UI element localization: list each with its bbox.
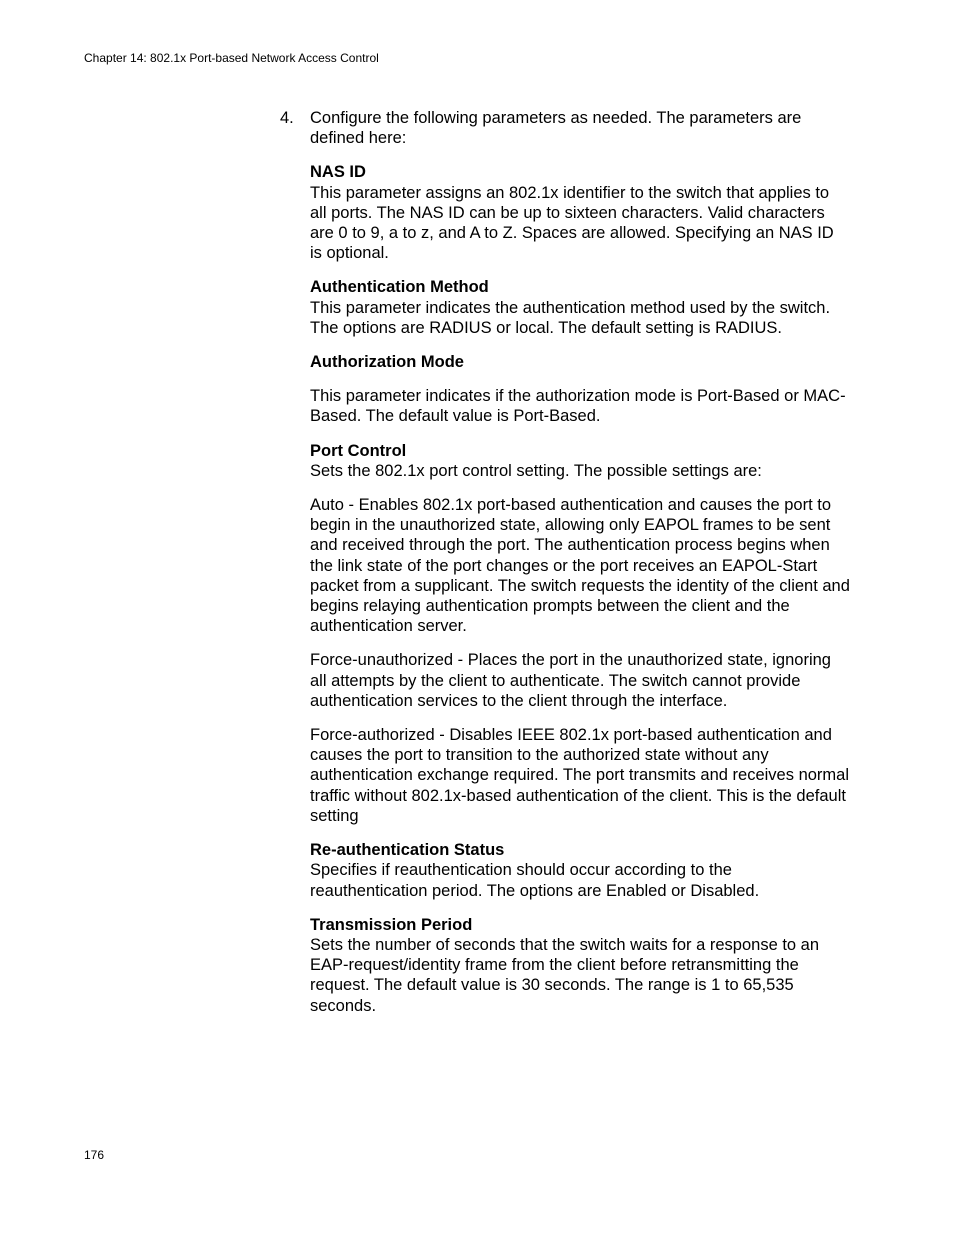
running-header: Chapter 14: 802.1x Port-based Network Access Control <box>84 51 379 65</box>
param-description: This parameter indicates if the authorization mode is Port-Based or MAC-Based. The default value is Port-Based. <box>310 387 846 426</box>
port-control-force-authorized: Force-authorized - Disables IEEE 802.1x port-based authentication and causes the port to transition to the authorized state without any authentication exchange required. The port transmits and receives normal traffic without 802.1x-based authentication of the client. This is the default setting <box>310 726 849 825</box>
param-title: NAS ID <box>310 163 366 182</box>
step-number: 4. <box>280 109 294 127</box>
param-title: Re-authentication Status <box>310 841 505 860</box>
page-number: 176 <box>84 1148 105 1162</box>
step-item <box>280 108 850 1030</box>
param-port-control <box>310 441 850 826</box>
param-transmission-period <box>310 915 850 1016</box>
param-description: This parameter indicates the authentication method used by the switch. The options are RADIUS or local. The default setting is RADIUS. <box>310 298 831 337</box>
param-title: Port Control <box>310 441 407 460</box>
port-control-auto: Auto - Enables 802.1x port-based authentication and causes the port to begin in the unauthorized state, allowing only EAPOL frames to be sent and received through the port. The authentication process begins when the link state of the port changes or the port receives an EAPOL-Start packet from a supplicant. The switch requests the identity of the client and begins relaying authentication prompts between the client and the authentication server. <box>310 496 850 636</box>
param-title: Authentication Method <box>310 278 489 297</box>
param-title: Authorization Mode <box>310 353 464 372</box>
step-intro: Configure the following parameters as needed. The parameters are defined here: <box>310 109 802 148</box>
param-description: Sets the number of seconds that the switch waits for a response to an EAP-request/identity frame from the client before retransmitting the request. The default value is 30 seconds. The range is 1 to 65,535 seconds. <box>310 935 820 1015</box>
param-description: This parameter assigns an 802.1x identifier to the switch that applies to all ports. The NAS ID can be up to sixteen characters. Valid characters are 0 to 9, a to z, and A to Z. Spaces are allowed. Specifying an NAS ID is optional. <box>310 183 834 263</box>
port-control-force-unauthorized: Force-unauthorized - Places the port in the unauthorized state, ignoring all attempts by the client to authenticate. The switch cannot provide authentication services to the client through the interface. <box>310 651 831 710</box>
param-nas-id <box>310 162 850 263</box>
param-authorization-mode <box>310 352 850 427</box>
param-authentication-method <box>310 277 850 338</box>
param-description: Specifies if reauthentication should occur according to the reauthentication period. The options are Enabled or Disabled. <box>310 861 760 900</box>
param-title: Transmission Period <box>310 915 473 934</box>
param-reauthentication-status <box>310 840 850 901</box>
step-body <box>310 108 850 1030</box>
page-body <box>280 108 850 1030</box>
param-description: Sets the 802.1x port control setting. The possible settings are: <box>310 461 762 480</box>
